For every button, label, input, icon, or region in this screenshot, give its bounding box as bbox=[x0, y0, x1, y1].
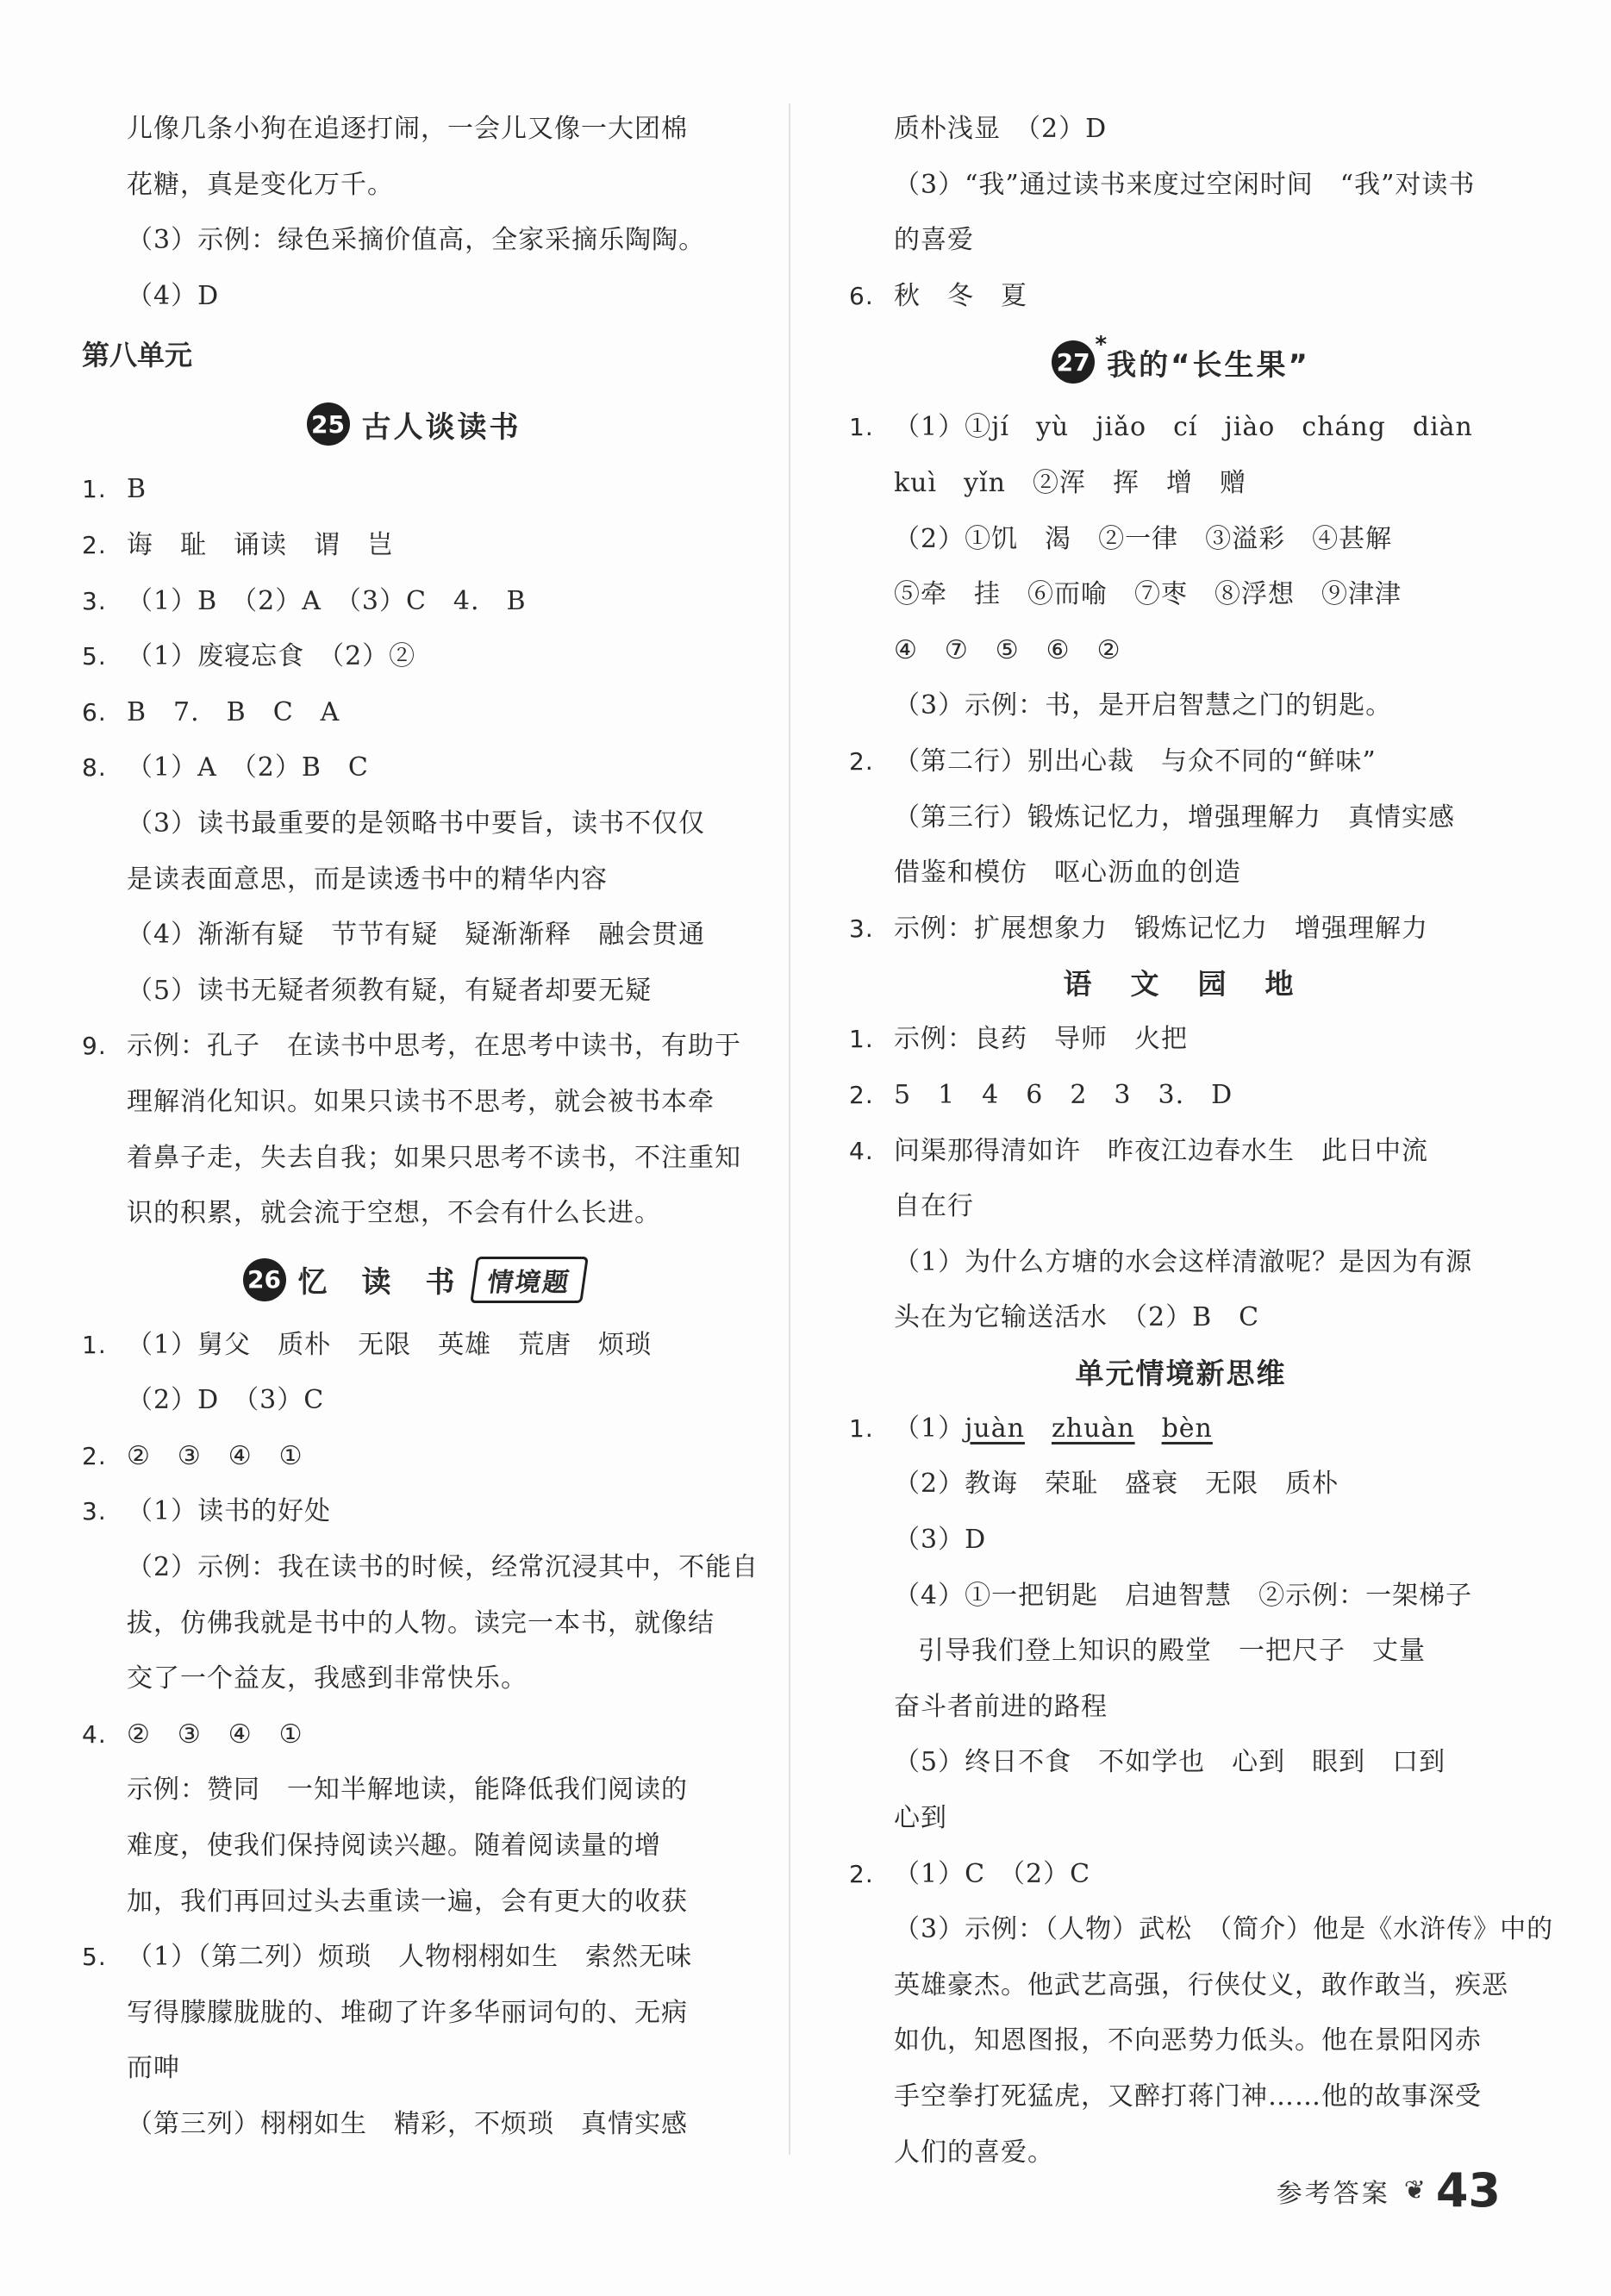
lesson-25-heading bbox=[82, 386, 746, 462]
text-line: 人们的喜爱。 bbox=[894, 2137, 1054, 2168]
text-line: 自在行 bbox=[894, 1191, 974, 1222]
lesson-number-badge: 25 bbox=[307, 402, 350, 446]
answer-line: 1. 示例：良药 导师 火把 bbox=[849, 1024, 1188, 1055]
text-line: （3）“我”通过读书来度过空闲时间 “我”对读书 bbox=[894, 169, 1476, 200]
lesson-number-badge: 27 * bbox=[1052, 340, 1095, 384]
text-line: ④ ⑦ ⑤ ⑥ ② bbox=[894, 634, 1121, 665]
text-line: 拔，仿佛我就是书中的人物。读完一本书，就像结 bbox=[127, 1607, 715, 1638]
text-line: 借鉴和模仿 呕心沥血的创造 bbox=[894, 858, 1241, 889]
text-line: 花糖，真是变化万千。 bbox=[127, 169, 394, 200]
answer-line: 3. （1）B （2）A （3）C 4. B bbox=[82, 585, 527, 616]
page-footer bbox=[1277, 2163, 1501, 2218]
answer-line: 1. B bbox=[82, 474, 147, 505]
lesson-26-heading bbox=[82, 1242, 746, 1318]
answer-line: 1. （1）①jí yù jiǎo cí jiào cháng diàn bbox=[849, 412, 1473, 443]
text-line: （4）渐渐有疑 节节有疑 疑渐渐释 融会贯通 bbox=[127, 920, 706, 951]
text-line: （5）读书无疑者须教有疑，有疑者却要无疑 bbox=[127, 975, 653, 1006]
answer-line: 5. （1）废寝忘食 （2）② bbox=[82, 641, 416, 672]
text-line: 头在为它输送活水 （2）B C bbox=[894, 1302, 1260, 1333]
answer-line: 5. （1）（第二列）烦琐 人物栩栩如生 索然无味 bbox=[82, 1942, 693, 1973]
section-title-garden: 语 文 园 地 bbox=[1063, 967, 1299, 1001]
text-line: ⑤牵 挂 ⑥而喻 ⑦枣 ⑧浮想 ⑨津津 bbox=[894, 579, 1402, 610]
text-line: （第三行）锻炼记忆力，增强理解力 真情实感 bbox=[894, 802, 1455, 833]
text-line: 写得朦朦胧胧的、堆砌了许多华丽词句的、无病 bbox=[127, 1997, 688, 2028]
text-line: （4）D bbox=[127, 280, 220, 311]
answer-line: 2. 诲 耻 诵读 谓 岂 bbox=[82, 529, 394, 560]
star-icon: * bbox=[1095, 332, 1108, 359]
text-line: 如仇，知恩图报，不向恶势力低头。他在景阳冈赤 bbox=[894, 2025, 1482, 2056]
scenario-tag: 情境题 bbox=[470, 1257, 589, 1303]
answer-line: 3. 示例：扩展想象力 锻炼记忆力 增强理解力 bbox=[849, 913, 1428, 944]
text-line: 加，我们再回过头去重读一遍，会有更大的收获 bbox=[127, 1886, 688, 1917]
text-line: 识的积累，就会流于空想，不会有什么长进。 bbox=[127, 1198, 661, 1229]
text-line: （2）教诲 荣耻 盛衰 无限 质朴 bbox=[894, 1469, 1339, 1500]
text-line: （2）D （3）C bbox=[127, 1385, 325, 1416]
unit-title: 第八单元 bbox=[82, 339, 193, 372]
text-line: 英雄豪杰。他武艺高强，行侠仗义，敢作敢当，疾恶 bbox=[894, 1969, 1508, 2000]
text-line: （1）为什么方塘的水会这样清澈呢？是因为有源 bbox=[894, 1246, 1473, 1277]
text-line: 质朴浅显 （2）D bbox=[894, 114, 1108, 144]
text-line: 交了一个益友，我感到非常快乐。 bbox=[127, 1663, 528, 1694]
text-line: （3）示例：绿色采摘价值高，全家采摘乐陶陶。 bbox=[127, 225, 706, 256]
answer-line: 2. ② ③ ④ ① bbox=[82, 1440, 303, 1471]
text-line: 心到 bbox=[894, 1803, 947, 1834]
answer-line: 4. 问渠那得清如许 昨夜江边春水生 此日中流 bbox=[849, 1135, 1428, 1166]
lesson-number-badge: 26 bbox=[243, 1258, 286, 1301]
leaf-icon: ❦ bbox=[1403, 2175, 1426, 2206]
text-line: （3）示例：（人物）武松 （简介）他是《水浒传》中的 bbox=[894, 1914, 1554, 1945]
text-line: 奋斗者前进的路程 bbox=[894, 1691, 1108, 1722]
text-line: （4）①一把钥匙 启迪智慧 ②示例：一架梯子 bbox=[894, 1580, 1473, 1611]
answer-line: 3. （1）读书的好处 bbox=[82, 1496, 332, 1527]
text-line: （3）读书最重要的是领略书中要旨，读书不仅仅 bbox=[127, 808, 706, 839]
text-line: 儿像几条小狗在追逐打闹，一会儿又像一大团棉 bbox=[127, 114, 688, 144]
text-line: 是读表面意思，而是读透书中的精华内容 bbox=[127, 864, 608, 895]
text-line: 示例：赞同 一知半解地读，能降低我们阅读的 bbox=[127, 1775, 688, 1806]
answer-line: 1. （1）舅父 质朴 无限 英雄 荒唐 烦琐 bbox=[82, 1329, 653, 1360]
answer-line: 6. 秋 冬 夏 bbox=[849, 280, 1027, 311]
text-line: 引导我们登上知识的殿堂 一把尺子 丈量 bbox=[918, 1636, 1426, 1667]
text-line: （2）①饥 渴 ②一律 ③溢彩 ④甚解 bbox=[894, 523, 1393, 554]
text-line: kuì yǐn ②浑 挥 增 赠 bbox=[894, 467, 1246, 498]
lesson-title: 我的“长生果” bbox=[1107, 347, 1310, 383]
footer-label: 参考答案 bbox=[1276, 2178, 1390, 2209]
text-line: （3）D bbox=[894, 1525, 987, 1556]
answer-line: 1. （1）juàn zhuàn bèn bbox=[849, 1413, 1213, 1444]
lesson-title: 忆 读 书 bbox=[297, 1265, 458, 1301]
text-line: 难度，使我们保持阅读兴趣。随着阅读量的增 bbox=[127, 1831, 661, 1862]
text-line: （第三列）栩栩如生 精彩，不烦琐 真情实感 bbox=[127, 2109, 688, 2139]
answer-line: 8. （1）A （2）B C bbox=[82, 752, 369, 783]
section-title-thinking: 单元情境新思维 bbox=[1075, 1356, 1287, 1390]
lesson-27-heading bbox=[849, 324, 1513, 400]
text-line: 手空拳打死猛虎，又醉打蒋门神……他的故事深受 bbox=[894, 2081, 1482, 2112]
page-number: 43 bbox=[1435, 2163, 1501, 2218]
right-column bbox=[849, 102, 1554, 2181]
text-line: 的喜爱 bbox=[894, 225, 974, 256]
text-line: 理解消化知识。如果只读书不思考，就会被书本牵 bbox=[127, 1086, 715, 1117]
column-divider bbox=[789, 103, 790, 2155]
text-line: （5）终日不食 不如学也 心到 眼到 口到 bbox=[894, 1747, 1446, 1778]
answer-line: 4. ② ③ ④ ① bbox=[82, 1719, 303, 1750]
answer-line: 2. 5 1 4 6 2 3 3. D bbox=[849, 1079, 1233, 1110]
answer-line: 2. （1）C （2）C bbox=[849, 1858, 1091, 1889]
answer-line: 2. （第二行）别出心裁 与众不同的“鲜味” bbox=[849, 746, 1377, 777]
text-line: 着鼻子走，失去自我；如果只思考不读书，不注重知 bbox=[127, 1142, 741, 1173]
answer-line: 9. 示例：孔子 在读书中思考，在思考中读书，有助于 bbox=[82, 1031, 741, 1062]
left-column bbox=[82, 102, 759, 2153]
answer-line: 6. B 7. B C A bbox=[82, 696, 340, 727]
lesson-title: 古人谈读书 bbox=[361, 409, 521, 445]
text-line: （3）示例：书，是开启智慧之门的钥匙。 bbox=[894, 690, 1393, 721]
text-line: 而呻 bbox=[127, 2053, 180, 2084]
text-line: （2）示例：我在读书的时候，经常沉浸其中，不能自 bbox=[127, 1552, 759, 1583]
